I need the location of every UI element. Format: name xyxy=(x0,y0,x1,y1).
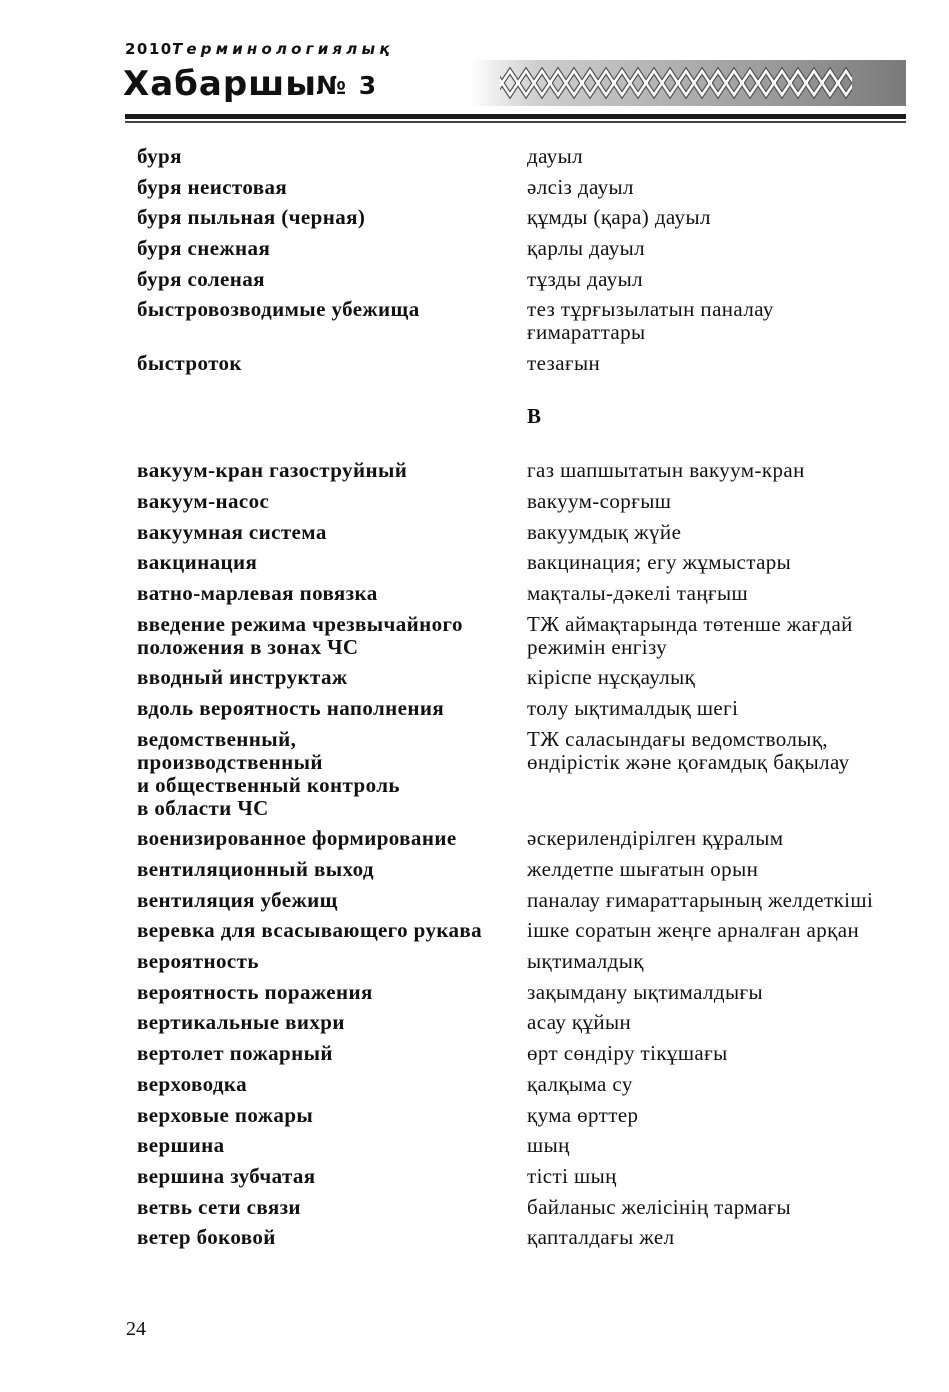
kazakh-term: байланыс желісінің тармағы xyxy=(527,1194,792,1219)
kazakh-term: вакуум-сорғыш xyxy=(527,488,672,513)
russian-term: быстроток xyxy=(137,351,242,376)
dictionary-entries xyxy=(137,145,917,1257)
russian-term: верховодка xyxy=(137,1071,248,1096)
entry-row xyxy=(137,1104,917,1127)
russian-term: вдоль вероятность наполнения xyxy=(137,695,445,720)
russian-term: ватно-марлевая повязка xyxy=(137,580,378,605)
kazakh-term: әлсіз дауыл xyxy=(527,174,634,199)
russian-term: ветвь сети связи xyxy=(137,1194,301,1219)
russian-term: быстровозводимые убежища xyxy=(137,297,420,322)
russian-term: буря пыльная (черная) xyxy=(137,205,366,230)
russian-term: буря неистовая xyxy=(137,174,288,199)
russian-term: вакуумная система xyxy=(137,519,327,544)
kazakh-term: өрт сөндіру тікұшағы xyxy=(527,1041,728,1066)
kazakh-term: ТЖ аймақтарында төтенше жағдай режимін енгізу xyxy=(527,611,853,659)
entry-row xyxy=(137,521,917,544)
russian-term: вероятность поражения xyxy=(137,979,373,1004)
section-heading-letter: В xyxy=(527,404,542,429)
entry-row xyxy=(137,697,917,720)
russian-term: вакцинация xyxy=(137,550,258,575)
kazakh-term: қума өрттер xyxy=(527,1102,639,1127)
kazakh-term: мақталы-дәкелі таңғыш xyxy=(527,580,749,605)
header-issue-number: № 3 xyxy=(316,71,379,100)
kazakh-term: әскерилендірілген құралым xyxy=(527,826,784,851)
russian-term: вводный инструктаж xyxy=(137,665,348,690)
entry-row xyxy=(137,1134,917,1157)
header-rule-thin xyxy=(125,121,906,123)
entry-row xyxy=(137,827,917,850)
entry-row xyxy=(137,666,917,689)
kazakh-term: дауыл xyxy=(527,144,584,168)
entry-row xyxy=(137,490,917,513)
russian-term: вертолет пожарный xyxy=(137,1041,333,1066)
kazakh-term: ТЖ саласындағы ведомстволық, өндірістік және қоғамдық бақылау xyxy=(527,726,850,774)
russian-term: вертикальные вихри xyxy=(137,1010,345,1035)
header-title-italic: Терминологиялық xyxy=(172,40,394,58)
kazakh-term: кіріспе нұсқаулық xyxy=(527,665,696,690)
russian-term: вершина зубчатая xyxy=(137,1163,316,1188)
entry-row xyxy=(137,981,917,1004)
russian-term: вакуум-кран газоструйный xyxy=(137,458,408,483)
entry-group-continued xyxy=(137,145,917,375)
entry-row xyxy=(137,459,917,482)
entry-row xyxy=(137,728,917,820)
kazakh-term: тісті шың xyxy=(527,1163,617,1188)
entry-row xyxy=(137,352,917,375)
russian-term: верховые пожары xyxy=(137,1102,314,1127)
kazakh-term: зақымдану ықтималдығы xyxy=(527,979,763,1004)
entry-row xyxy=(137,206,917,229)
entry-row xyxy=(137,613,917,659)
entry-row xyxy=(137,1226,917,1249)
entry-row xyxy=(137,582,917,605)
kazakh-term: қапталдағы жел xyxy=(527,1225,675,1250)
entry-row xyxy=(137,176,917,199)
entry-row xyxy=(137,1011,917,1034)
kazakh-term: газ шапшытатын вакуум-кран xyxy=(527,458,805,483)
kazakh-term: тезағын xyxy=(527,351,601,376)
kazakh-term: вакуумдық жүйе xyxy=(527,519,682,544)
kazakh-term: ықтималдық xyxy=(527,949,644,974)
kazakh-term: қарлы дауыл xyxy=(527,236,646,261)
russian-term: вершина xyxy=(137,1133,225,1158)
page-number: 24 xyxy=(126,1318,146,1340)
kazakh-term: қалқыма су xyxy=(527,1071,633,1096)
entry-row xyxy=(137,268,917,291)
kazakh-term: асау құйын xyxy=(527,1010,632,1035)
russian-term: введение режима чрезвычайного положения в зонах ЧС xyxy=(137,611,463,659)
kazakh-term: паналау ғимараттарының желдеткіші xyxy=(527,887,874,912)
russian-term: буря снежная xyxy=(137,236,271,261)
entry-row xyxy=(137,919,917,942)
russian-term: вакуум-насос xyxy=(137,488,270,513)
russian-term: буря xyxy=(137,144,182,168)
entry-row xyxy=(137,298,917,344)
entry-row xyxy=(137,1196,917,1219)
entry-row xyxy=(137,889,917,912)
kazakh-term: желдетпе шығатын орын xyxy=(527,857,759,881)
entry-row xyxy=(137,237,917,260)
russian-term: вентиляционный выход xyxy=(137,857,374,881)
entry-row xyxy=(137,1042,917,1065)
russian-term: вентиляция убежищ xyxy=(137,887,338,912)
kazakh-term: тез тұрғызылатын паналау ғимараттары xyxy=(527,297,774,345)
kazakh-term: ішке соратын жеңге арналған арқан xyxy=(527,918,860,943)
kazakh-term: құмды (қара) дауыл xyxy=(527,205,711,230)
russian-term: веревка для всасывающего рукава xyxy=(137,918,483,943)
header-year: 2010 xyxy=(125,40,173,58)
ornament-band-icon xyxy=(470,60,906,106)
entry-row xyxy=(137,1073,917,1096)
entry-row xyxy=(137,551,917,574)
kazakh-term: шың xyxy=(527,1133,570,1158)
russian-term: буря соленая xyxy=(137,266,265,291)
header-title-main: Хабаршы xyxy=(123,64,318,104)
russian-term: ведомственный, производственный и общественный контроль в области ЧС xyxy=(137,726,400,820)
entry-row xyxy=(137,858,917,881)
entry-row xyxy=(137,1165,917,1188)
entry-row xyxy=(137,145,917,168)
russian-term: ветер боковой xyxy=(137,1225,276,1250)
entry-row xyxy=(137,950,917,973)
kazakh-term: тұзды дауыл xyxy=(527,266,644,291)
kazakh-term: вакцинация; егу жұмыстары xyxy=(527,550,792,575)
russian-term: военизированное формирование xyxy=(137,826,457,851)
entry-group-section xyxy=(137,459,917,1249)
header-rule-thick xyxy=(125,114,906,119)
russian-term: вероятность xyxy=(137,949,259,974)
kazakh-term: толу ықтималдық шегі xyxy=(527,695,739,720)
